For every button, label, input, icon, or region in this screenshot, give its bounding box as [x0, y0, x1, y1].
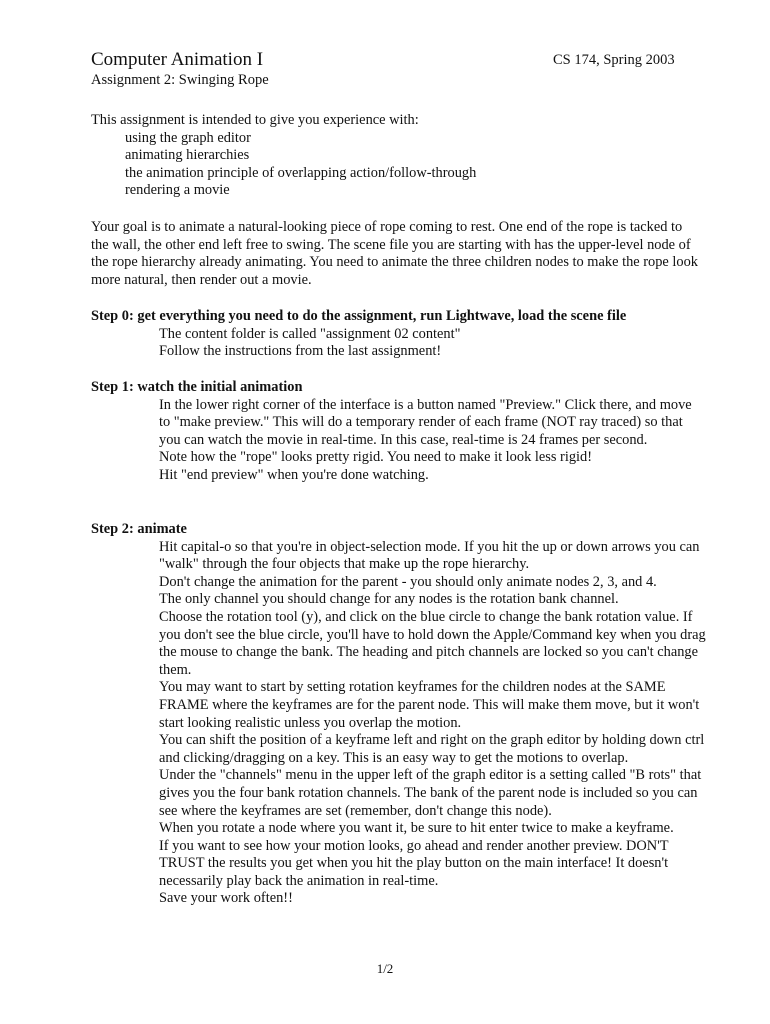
course-title: Computer Animation I — [91, 49, 264, 70]
goal-paragraph: Your goal is to animate a natural-looking piece of rope coming to rest. One end of the rope is tacked to the wall, the other end left free to swing. The scene file you are starting with has the upper-level node of the rope hierarchy already animating. You need to animate the three children nodes to make the rope look more natural, then render out a movie. — [91, 219, 698, 288]
course-info: CS 174, Spring 2003 — [553, 52, 675, 68]
step-1-section — [91, 379, 706, 485]
intro-item: using the graph editor — [125, 129, 251, 146]
step-line: Under the "channels" menu in the upper left of the graph editor is a setting called "B rots" that gives you the four bank rotation channels. The bank of the parent node is included so you can see where the keyframes are set (remember, don't change this node). — [159, 767, 702, 819]
step-line: Note how the "rope" looks pretty rigid. You need to make it look less rigid! — [159, 449, 593, 466]
step-heading: Step 2: animate — [91, 521, 187, 537]
step-line: Don't change the animation for the parent - you should only animate nodes 2, 3, and 4. — [159, 573, 657, 590]
page-number: 1/2 — [376, 961, 394, 976]
assignment-title: Assignment 2: Swinging Rope — [91, 72, 269, 88]
intro-item: rendering a movie — [125, 182, 230, 199]
step-0-section — [91, 308, 706, 361]
step-line: Follow the instructions from the last assignment! — [159, 343, 442, 360]
intro-lead: This assignment is intended to give you experience with: — [91, 112, 419, 128]
step-lines — [91, 397, 706, 485]
step-2-section — [91, 521, 706, 908]
step-lines — [91, 326, 706, 361]
goal-section — [91, 219, 701, 289]
step-lines — [91, 539, 706, 908]
step-line: In the lower right corner of the interface is a button named "Preview." Click there, and move to "make preview." This will do a temporary render of each frame (NOT ray traced) so that you can watch the movie in real-time. In this case, real-time is 24 frames per second. — [159, 396, 692, 448]
step-line: Save your work often!! — [159, 890, 293, 907]
step-line: The only channel you should change for any nodes is the rotation bank channel. — [159, 591, 619, 608]
step-line: Hit "end preview" when you're done watching. — [159, 466, 429, 483]
intro-item: the animation principle of overlapping action/follow-through — [125, 164, 477, 181]
intro-list — [91, 130, 701, 200]
intro-section — [91, 112, 701, 200]
step-line: If you want to see how your motion looks, go ahead and render another preview. DON'T TRUST the results you get when you hit the play button on the main interface! It doesn't necessarily play back the animation in real-time. — [159, 837, 669, 889]
step-line: You can shift the position of a keyframe left and right on the graph editor by holding down ctrl and clicking/dragging on a key. This is an easy way to get the motions to overlap. — [159, 732, 705, 766]
step-line: You may want to start by setting rotation keyframes for the children nodes at the SAME FRAME where the keyframes are for the parent node. This will make them move, but it won't start looking realistic unless you overlap the motion. — [159, 679, 700, 731]
step-line: The content folder is called "assignment 02 content" — [159, 325, 461, 342]
step-heading: Step 0: get everything you need to do the assignment, run Lightwave, load the scene file — [91, 308, 627, 324]
step-line: When you rotate a node where you want it, be sure to hit enter twice to make a keyframe. — [159, 820, 674, 837]
step-heading: Step 1: watch the initial animation — [91, 379, 303, 395]
step-line: Hit capital-o so that you're in object-selection mode. If you hit the up or down arrows you can "walk" through the four objects that make up the rope hierarchy. — [159, 538, 700, 573]
step-line: Choose the rotation tool (y), and click on the blue circle to change the bank rotation value. If you don't see the blue circle, you'll have to hold down the Apple/Command key when you drag the mouse to change the bank. The heading and pitch channels are locked so you can't change them. — [159, 608, 706, 678]
intro-item: animating hierarchies — [125, 147, 250, 164]
